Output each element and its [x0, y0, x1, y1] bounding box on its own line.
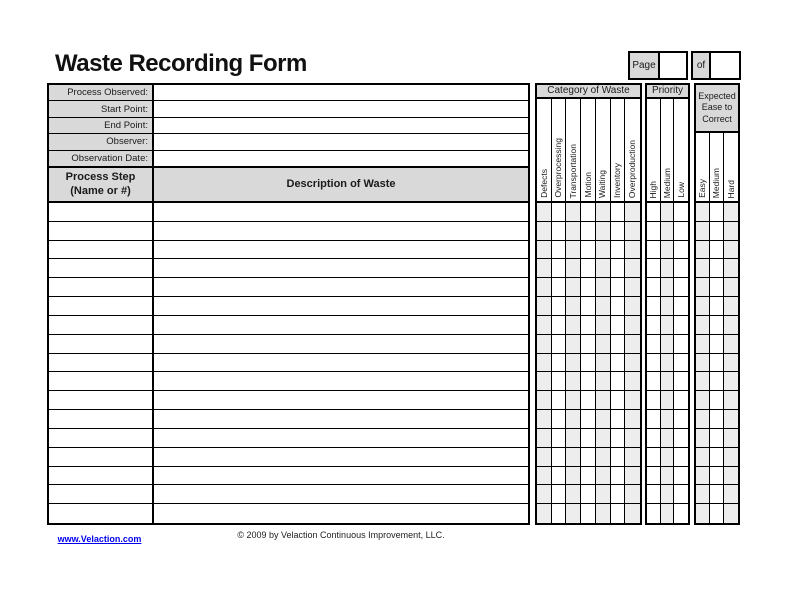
process-step-cell[interactable]: [49, 485, 154, 504]
tick-cell[interactable]: [537, 467, 552, 486]
column-header-high: High: [647, 99, 661, 203]
process-step-cell[interactable]: [49, 467, 154, 486]
tick-cell[interactable]: [566, 485, 581, 504]
tick-cell[interactable]: [724, 278, 738, 297]
process-step-cell[interactable]: [49, 222, 154, 241]
tick-cell[interactable]: [661, 259, 675, 278]
copyright-text: © 2009 by Velaction Continuous Improvement, LLC.: [237, 530, 445, 540]
tick-cell[interactable]: [625, 372, 640, 391]
tick-cell[interactable]: [674, 467, 688, 486]
tick-cell[interactable]: [661, 297, 675, 316]
description-cell[interactable]: [154, 410, 528, 429]
tick-cell[interactable]: [710, 222, 724, 241]
expected-ease-header: Expected Ease to Correct: [696, 85, 738, 133]
tick-cell[interactable]: [724, 429, 738, 448]
column-header-inventory: Inventory: [611, 99, 626, 203]
priority-header: Priority: [647, 85, 688, 99]
tick-cell[interactable]: [611, 410, 626, 429]
tick-cell[interactable]: [552, 410, 567, 429]
tick-cell[interactable]: [596, 485, 611, 504]
tick-cell[interactable]: [647, 297, 661, 316]
description-column-header: Description of Waste: [154, 167, 528, 203]
column-header-medium-priority: Medium: [661, 99, 675, 203]
tick-cell[interactable]: [696, 297, 710, 316]
process-step-cell[interactable]: [49, 259, 154, 278]
tick-cell[interactable]: [710, 203, 724, 222]
tick-cell[interactable]: [674, 297, 688, 316]
tick-cell[interactable]: [566, 259, 581, 278]
description-cell[interactable]: [154, 372, 528, 391]
tick-cell[interactable]: [552, 372, 567, 391]
category-of-waste-group: [535, 83, 642, 525]
tick-cell[interactable]: [661, 485, 675, 504]
tick-cell[interactable]: [537, 335, 552, 354]
tick-cell[interactable]: [661, 372, 675, 391]
tick-cell[interactable]: [724, 391, 738, 410]
label-end-point: End Point:: [49, 118, 154, 134]
description-cell[interactable]: [154, 241, 528, 260]
tick-cell[interactable]: [566, 391, 581, 410]
tick-cell[interactable]: [625, 222, 640, 241]
description-cell[interactable]: [154, 485, 528, 504]
tick-cell[interactable]: [611, 448, 626, 467]
tick-cell[interactable]: [710, 354, 724, 373]
tick-cell[interactable]: [537, 372, 552, 391]
process-step-cell[interactable]: [49, 316, 154, 335]
tick-cell[interactable]: [611, 259, 626, 278]
process-step-cell[interactable]: [49, 354, 154, 373]
page-label: Page: [630, 53, 660, 78]
tick-cell[interactable]: [696, 467, 710, 486]
tick-cell[interactable]: [696, 372, 710, 391]
tick-cell[interactable]: [581, 241, 596, 260]
tick-cell[interactable]: [661, 335, 675, 354]
process-step-header-line2: (Name or #): [70, 185, 131, 198]
column-header-transportation: Transportation: [566, 99, 581, 203]
tick-cell[interactable]: [537, 316, 552, 335]
tick-cell[interactable]: [625, 467, 640, 486]
tick-cell[interactable]: [566, 203, 581, 222]
input-start-point[interactable]: [154, 101, 528, 117]
description-cell[interactable]: [154, 278, 528, 297]
tick-cell[interactable]: [611, 278, 626, 297]
page-number-input[interactable]: [660, 53, 686, 78]
tick-cell[interactable]: [552, 241, 567, 260]
process-step-cell[interactable]: [49, 278, 154, 297]
process-step-cell[interactable]: [49, 335, 154, 354]
tick-cell[interactable]: [581, 448, 596, 467]
tick-cell[interactable]: [552, 297, 567, 316]
tick-cell[interactable]: [625, 354, 640, 373]
process-step-cell[interactable]: [49, 372, 154, 391]
tick-cell[interactable]: [625, 297, 640, 316]
tick-cell[interactable]: [537, 222, 552, 241]
tick-cell[interactable]: [674, 278, 688, 297]
tick-cell[interactable]: [661, 316, 675, 335]
tick-cell[interactable]: [596, 335, 611, 354]
process-step-cell[interactable]: [49, 203, 154, 222]
tick-cell[interactable]: [581, 504, 596, 523]
tick-cell[interactable]: [611, 241, 626, 260]
input-observer[interactable]: [154, 134, 528, 150]
tick-cell[interactable]: [581, 278, 596, 297]
tick-cell[interactable]: [710, 241, 724, 260]
column-header-low: Low: [674, 99, 688, 203]
column-header-hard: Hard: [724, 133, 738, 203]
description-cell[interactable]: [154, 448, 528, 467]
label-start-point: Start Point:: [49, 101, 154, 117]
page-number-box: [628, 51, 688, 80]
tick-cell[interactable]: [625, 410, 640, 429]
description-cell[interactable]: [154, 203, 528, 222]
label-observer: Observer:: [49, 134, 154, 150]
tick-cell[interactable]: [581, 391, 596, 410]
tick-cell[interactable]: [724, 259, 738, 278]
tick-cell[interactable]: [537, 297, 552, 316]
tick-cell[interactable]: [724, 467, 738, 486]
tick-cell[interactable]: [596, 372, 611, 391]
tick-cell[interactable]: [674, 429, 688, 448]
tick-cell[interactable]: [647, 504, 661, 523]
description-cell[interactable]: [154, 391, 528, 410]
tick-cell[interactable]: [566, 297, 581, 316]
input-process-observed[interactable]: [154, 85, 528, 101]
tick-cell[interactable]: [552, 467, 567, 486]
tick-cell[interactable]: [724, 222, 738, 241]
tick-cell[interactable]: [647, 429, 661, 448]
tick-cell[interactable]: [581, 354, 596, 373]
tick-cell[interactable]: [537, 410, 552, 429]
tick-cell[interactable]: [625, 429, 640, 448]
tick-cell[interactable]: [552, 259, 567, 278]
tick-cell[interactable]: [696, 391, 710, 410]
tick-cell[interactable]: [647, 372, 661, 391]
tick-cell[interactable]: [647, 335, 661, 354]
tick-cell[interactable]: [581, 372, 596, 391]
tick-cell[interactable]: [625, 485, 640, 504]
tick-cell[interactable]: [537, 448, 552, 467]
page-total-box: [691, 51, 741, 80]
tick-cell[interactable]: [724, 297, 738, 316]
tick-cell[interactable]: [552, 504, 567, 523]
tick-cell[interactable]: [566, 504, 581, 523]
tick-cell[interactable]: [647, 278, 661, 297]
tick-cell[interactable]: [724, 241, 738, 260]
tick-cell[interactable]: [661, 391, 675, 410]
column-header-medium-ease: Medium: [710, 133, 724, 203]
process-step-cell[interactable]: [49, 391, 154, 410]
tick-cell[interactable]: [537, 259, 552, 278]
tick-cell[interactable]: [647, 485, 661, 504]
tick-cell[interactable]: [647, 410, 661, 429]
column-header-easy: Easy: [696, 133, 710, 203]
page-title: Waste Recording Form: [55, 50, 307, 77]
column-header-waiting: Waiting: [596, 99, 611, 203]
tick-cell[interactable]: [710, 316, 724, 335]
tick-cell[interactable]: [596, 504, 611, 523]
tick-cell[interactable]: [625, 259, 640, 278]
tick-cell[interactable]: [674, 222, 688, 241]
tick-cell[interactable]: [647, 354, 661, 373]
tick-cell[interactable]: [581, 297, 596, 316]
description-cell[interactable]: [154, 467, 528, 486]
description-cell[interactable]: [154, 429, 528, 448]
tick-cell[interactable]: [581, 335, 596, 354]
tick-cell[interactable]: [552, 222, 567, 241]
tick-cell[interactable]: [696, 485, 710, 504]
process-step-cell[interactable]: [49, 504, 154, 523]
tick-cell[interactable]: [710, 278, 724, 297]
tick-cell[interactable]: [566, 354, 581, 373]
tick-cell[interactable]: [674, 354, 688, 373]
tick-cell[interactable]: [566, 316, 581, 335]
tick-cell[interactable]: [661, 278, 675, 297]
tick-cell[interactable]: [661, 448, 675, 467]
tick-cell[interactable]: [611, 354, 626, 373]
tick-cell[interactable]: [710, 485, 724, 504]
page-total-input[interactable]: [711, 53, 739, 78]
tick-cell[interactable]: [661, 241, 675, 260]
tick-cell[interactable]: [674, 203, 688, 222]
tick-cell[interactable]: [696, 241, 710, 260]
label-process-observed: Process Observed:: [49, 85, 154, 101]
tick-cell[interactable]: [566, 448, 581, 467]
tick-cell[interactable]: [724, 354, 738, 373]
tick-cell[interactable]: [552, 335, 567, 354]
tick-cell[interactable]: [625, 241, 640, 260]
tick-cell[interactable]: [724, 335, 738, 354]
tick-cell[interactable]: [625, 203, 640, 222]
tick-cell[interactable]: [581, 429, 596, 448]
tick-cell[interactable]: [710, 429, 724, 448]
description-cell[interactable]: [154, 259, 528, 278]
tick-cell[interactable]: [566, 372, 581, 391]
tick-cell[interactable]: [674, 504, 688, 523]
tick-cell[interactable]: [611, 485, 626, 504]
tick-cell[interactable]: [611, 297, 626, 316]
tick-cell[interactable]: [596, 354, 611, 373]
tick-cell[interactable]: [647, 203, 661, 222]
tick-cell[interactable]: [625, 391, 640, 410]
tick-cell[interactable]: [581, 316, 596, 335]
tick-cell[interactable]: [696, 354, 710, 373]
tick-cell[interactable]: [647, 391, 661, 410]
tick-cell[interactable]: [552, 391, 567, 410]
tick-cell[interactable]: [647, 448, 661, 467]
tick-cell[interactable]: [552, 203, 567, 222]
tick-cell[interactable]: [696, 410, 710, 429]
tick-cell[interactable]: [596, 259, 611, 278]
tick-cell[interactable]: [696, 203, 710, 222]
tick-cell[interactable]: [611, 203, 626, 222]
tick-cell[interactable]: [537, 391, 552, 410]
tick-cell[interactable]: [674, 485, 688, 504]
tick-cell[interactable]: [537, 354, 552, 373]
tick-cell[interactable]: [724, 485, 738, 504]
tick-cell[interactable]: [724, 372, 738, 391]
tick-cell[interactable]: [661, 467, 675, 486]
tick-cell[interactable]: [625, 448, 640, 467]
description-cell[interactable]: [154, 297, 528, 316]
tick-cell[interactable]: [566, 278, 581, 297]
tick-cell[interactable]: [647, 222, 661, 241]
tick-cell[interactable]: [596, 241, 611, 260]
column-header-overprocessing: Overprocessing: [552, 99, 567, 203]
tick-cell[interactable]: [696, 429, 710, 448]
tick-cell[interactable]: [674, 259, 688, 278]
tick-cell[interactable]: [724, 316, 738, 335]
tick-cell[interactable]: [611, 316, 626, 335]
tick-cell[interactable]: [625, 278, 640, 297]
tick-cell[interactable]: [674, 372, 688, 391]
tick-cell[interactable]: [537, 278, 552, 297]
tick-cell[interactable]: [552, 448, 567, 467]
tick-cell[interactable]: [581, 410, 596, 429]
label-observation-date: Observation Date:: [49, 151, 154, 167]
tick-cell[interactable]: [596, 391, 611, 410]
tick-cell[interactable]: [724, 448, 738, 467]
process-step-column-header: [49, 167, 154, 203]
description-cell[interactable]: [154, 222, 528, 241]
tick-cell[interactable]: [674, 391, 688, 410]
tick-cell[interactable]: [724, 504, 738, 523]
tick-cell[interactable]: [696, 278, 710, 297]
tick-cell[interactable]: [674, 241, 688, 260]
tick-cell[interactable]: [710, 391, 724, 410]
tick-cell[interactable]: [566, 467, 581, 486]
tick-cell[interactable]: [552, 429, 567, 448]
velaction-link[interactable]: www.Velaction.com: [57, 534, 142, 544]
process-step-header-line1: Process Step: [65, 171, 136, 184]
tick-cell[interactable]: [552, 278, 567, 297]
tick-cell[interactable]: [566, 222, 581, 241]
tick-cell[interactable]: [661, 354, 675, 373]
tick-cell[interactable]: [696, 259, 710, 278]
tick-cell[interactable]: [724, 410, 738, 429]
tick-cell[interactable]: [537, 241, 552, 260]
tick-cell[interactable]: [710, 259, 724, 278]
footer: [47, 529, 152, 547]
tick-cell[interactable]: [596, 203, 611, 222]
tick-cell[interactable]: [647, 259, 661, 278]
category-of-waste-header: Category of Waste: [537, 85, 640, 99]
tick-cell[interactable]: [661, 222, 675, 241]
input-end-point[interactable]: [154, 118, 528, 134]
tick-cell[interactable]: [566, 410, 581, 429]
tick-cell[interactable]: [581, 467, 596, 486]
tick-cell[interactable]: [537, 429, 552, 448]
tick-cell[interactable]: [611, 222, 626, 241]
priority-group: [645, 83, 690, 525]
tick-cell[interactable]: [710, 504, 724, 523]
tick-cell[interactable]: [552, 316, 567, 335]
tick-cell[interactable]: [611, 429, 626, 448]
tick-cell[interactable]: [661, 203, 675, 222]
tick-cell[interactable]: [625, 504, 640, 523]
tick-cell[interactable]: [696, 504, 710, 523]
tick-cell[interactable]: [710, 448, 724, 467]
tick-cell[interactable]: [710, 372, 724, 391]
process-step-cell[interactable]: [49, 241, 154, 260]
tick-cell[interactable]: [552, 485, 567, 504]
process-step-cell[interactable]: [49, 429, 154, 448]
tick-cell[interactable]: [696, 448, 710, 467]
tick-cell[interactable]: [696, 335, 710, 354]
tick-cell[interactable]: [710, 335, 724, 354]
main-form-table: [47, 83, 530, 525]
tick-cell[interactable]: [661, 410, 675, 429]
tick-cell[interactable]: [566, 429, 581, 448]
tick-cell[interactable]: [674, 335, 688, 354]
tick-cell[interactable]: [661, 429, 675, 448]
tick-cell[interactable]: [581, 259, 596, 278]
tick-cell[interactable]: [596, 410, 611, 429]
tick-cell[interactable]: [566, 241, 581, 260]
tick-cell[interactable]: [581, 203, 596, 222]
tick-cell[interactable]: [596, 429, 611, 448]
tick-cell[interactable]: [611, 504, 626, 523]
tick-cell[interactable]: [625, 316, 640, 335]
description-cell[interactable]: [154, 354, 528, 373]
tick-cell[interactable]: [596, 278, 611, 297]
tick-cell[interactable]: [566, 335, 581, 354]
tick-cell[interactable]: [674, 410, 688, 429]
tick-cell[interactable]: [537, 485, 552, 504]
tick-cell[interactable]: [581, 485, 596, 504]
tick-cell[interactable]: [581, 222, 596, 241]
input-observation-date[interactable]: [154, 151, 528, 167]
tick-cell[interactable]: [674, 316, 688, 335]
tick-cell[interactable]: [724, 203, 738, 222]
tick-cell[interactable]: [710, 410, 724, 429]
tick-cell[interactable]: [661, 504, 675, 523]
tick-cell[interactable]: [647, 241, 661, 260]
column-header-defects: Defects: [537, 99, 552, 203]
expected-ease-group: [694, 83, 740, 525]
tick-cell[interactable]: [537, 504, 552, 523]
column-header-overproduction: Overproduction: [625, 99, 640, 203]
tick-cell[interactable]: [611, 335, 626, 354]
tick-cell[interactable]: [596, 222, 611, 241]
of-label: of: [693, 53, 711, 78]
tick-cell[interactable]: [710, 467, 724, 486]
description-cell[interactable]: [154, 504, 528, 523]
tick-cell[interactable]: [537, 203, 552, 222]
process-step-cell[interactable]: [49, 297, 154, 316]
tick-cell[interactable]: [596, 297, 611, 316]
description-cell[interactable]: [154, 316, 528, 335]
tick-cell[interactable]: [596, 467, 611, 486]
tick-cell[interactable]: [696, 222, 710, 241]
tick-cell[interactable]: [596, 448, 611, 467]
tick-cell[interactable]: [674, 448, 688, 467]
tick-cell[interactable]: [647, 316, 661, 335]
tick-cell[interactable]: [647, 467, 661, 486]
column-header-motion: Motion: [581, 99, 596, 203]
tick-cell[interactable]: [611, 391, 626, 410]
tick-cell[interactable]: [611, 372, 626, 391]
process-step-cell[interactable]: [49, 410, 154, 429]
tick-cell[interactable]: [710, 297, 724, 316]
process-step-cell[interactable]: [49, 448, 154, 467]
tick-cell[interactable]: [625, 335, 640, 354]
tick-cell[interactable]: [552, 354, 567, 373]
tick-cell[interactable]: [696, 316, 710, 335]
tick-cell[interactable]: [611, 467, 626, 486]
description-cell[interactable]: [154, 335, 528, 354]
tick-cell[interactable]: [596, 316, 611, 335]
